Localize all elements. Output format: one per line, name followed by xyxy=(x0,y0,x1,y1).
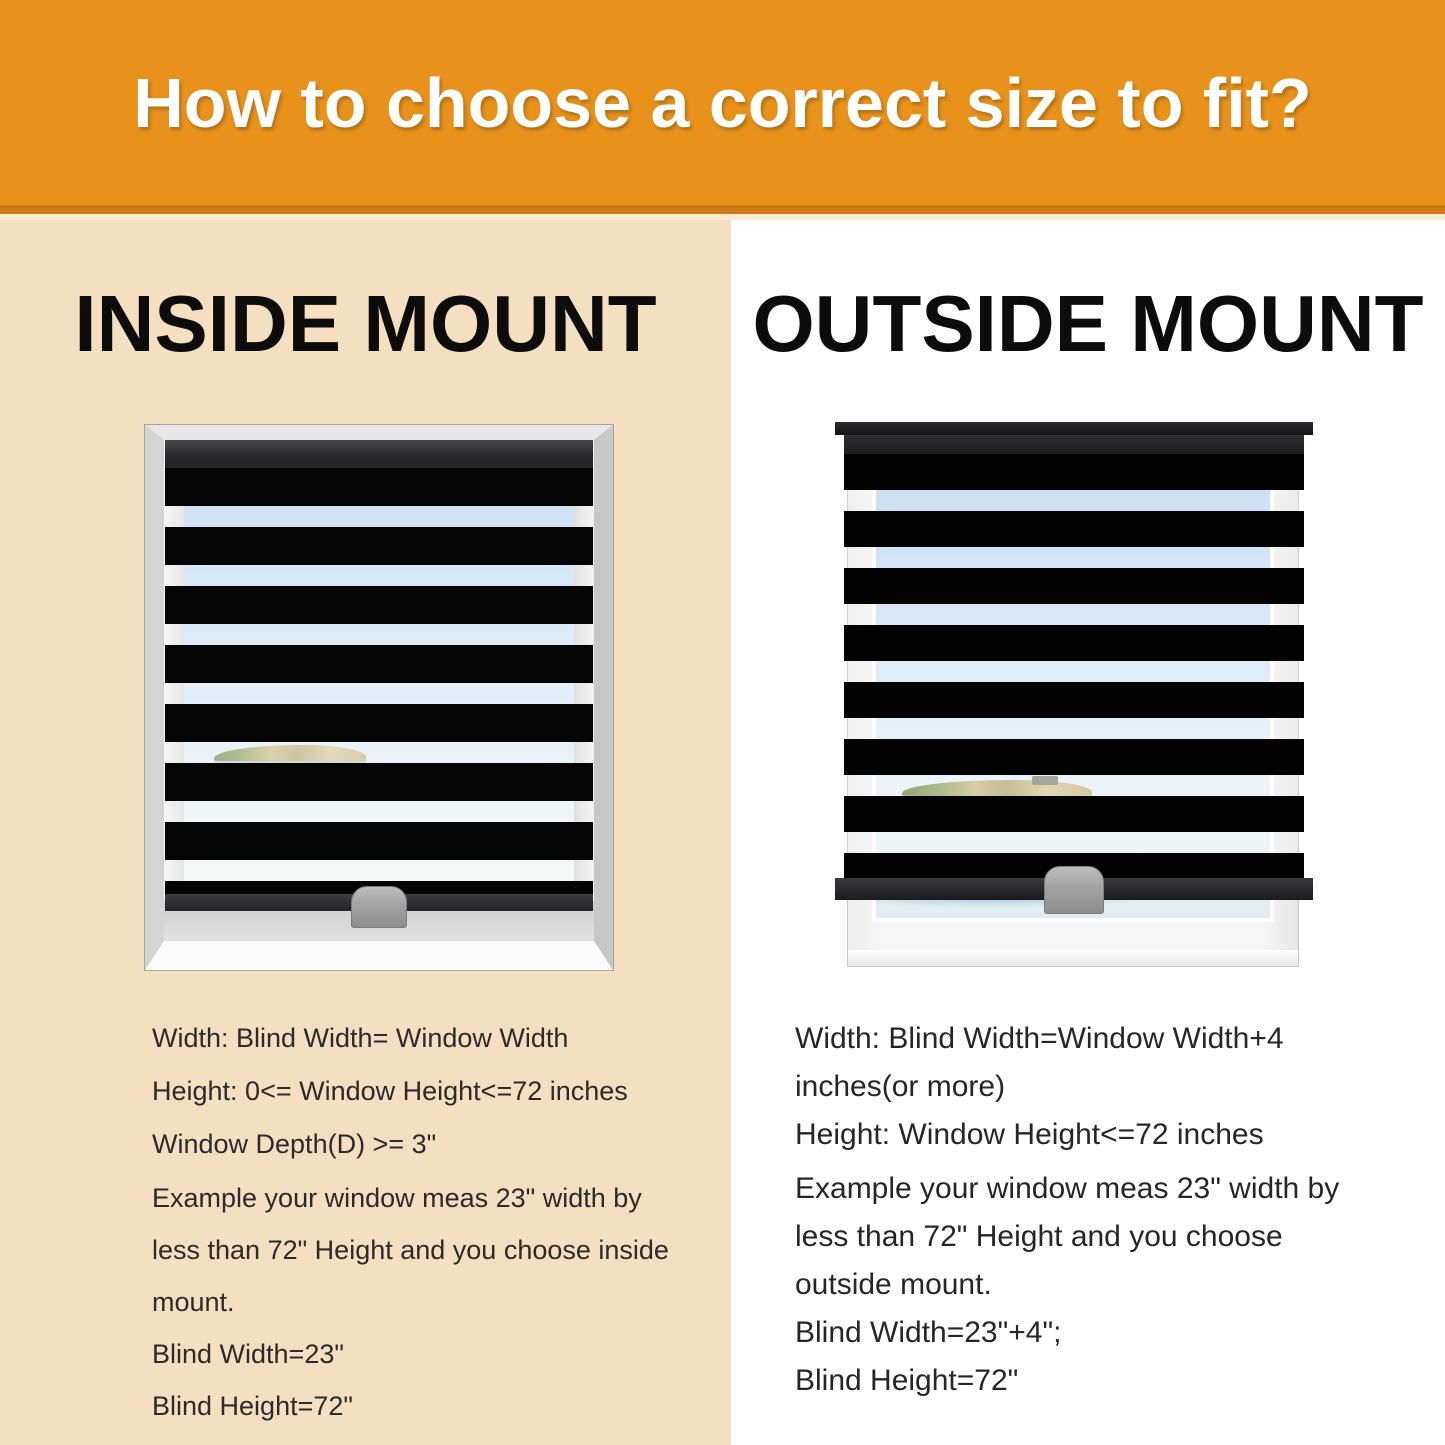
inside-mount-heading: INSIDE MOUNT xyxy=(74,279,657,368)
example-line: Blind Width=23"+4"; xyxy=(795,1316,1062,1349)
spec-line: Height: 0<= Window Height<=72 inches xyxy=(152,1076,628,1106)
inside-mount-example-text xyxy=(152,1172,669,1432)
blind-headrail xyxy=(844,435,1304,454)
example-line: Blind Height=72" xyxy=(152,1391,353,1421)
example-line: outside mount. xyxy=(795,1268,992,1301)
pull-tab-handle xyxy=(351,886,407,928)
outside-mount-spec-text xyxy=(795,1015,1284,1159)
blind-fabric-stripes xyxy=(165,468,593,894)
example-line: less than 72" Height and you choose xyxy=(795,1220,1283,1253)
page-title: How to choose a correct size to fit? xyxy=(133,63,1312,142)
outside-mount-heading: OUTSIDE MOUNT xyxy=(752,279,1424,368)
blind-fabric-stripes xyxy=(844,454,1304,878)
inside-mount-window-illustration xyxy=(145,425,613,970)
zebra-blind-assembly xyxy=(835,422,1313,900)
example-line: Example your window meas 23" width by xyxy=(152,1183,642,1213)
outside-mount-window-illustration xyxy=(835,422,1313,968)
spec-line: Window Depth(D) >= 3" xyxy=(152,1129,437,1159)
outside-mount-panel xyxy=(731,220,1445,1445)
pull-tab-handle xyxy=(1044,866,1104,914)
header-banner xyxy=(0,0,1445,205)
blind-headrail xyxy=(165,440,593,468)
spec-line: Width: Blind Width=Window Width+4 xyxy=(795,1022,1284,1055)
spec-line: Width: Blind Width= Window Width xyxy=(152,1023,569,1053)
zebra-blind-assembly xyxy=(164,440,594,911)
banner-underline-dark xyxy=(0,205,1445,214)
outside-mount-example-text xyxy=(795,1165,1339,1405)
window-recess-interior xyxy=(164,440,594,941)
example-line: less than 72" Height and you choose inside xyxy=(152,1235,669,1265)
spec-line: inches(or more) xyxy=(795,1070,1006,1103)
example-line: mount. xyxy=(152,1287,235,1317)
inside-mount-panel xyxy=(0,220,731,1445)
example-line: Blind Width=23" xyxy=(152,1339,344,1369)
blind-headrail-cap xyxy=(835,422,1313,435)
example-line: Example your window meas 23" width by xyxy=(795,1172,1340,1205)
inside-mount-spec-text xyxy=(152,1012,628,1171)
spec-line: Height: Window Height<=72 inches xyxy=(795,1118,1264,1151)
example-line: Blind Height=72" xyxy=(795,1364,1019,1397)
window-frame-sill-bevel xyxy=(848,950,1298,966)
